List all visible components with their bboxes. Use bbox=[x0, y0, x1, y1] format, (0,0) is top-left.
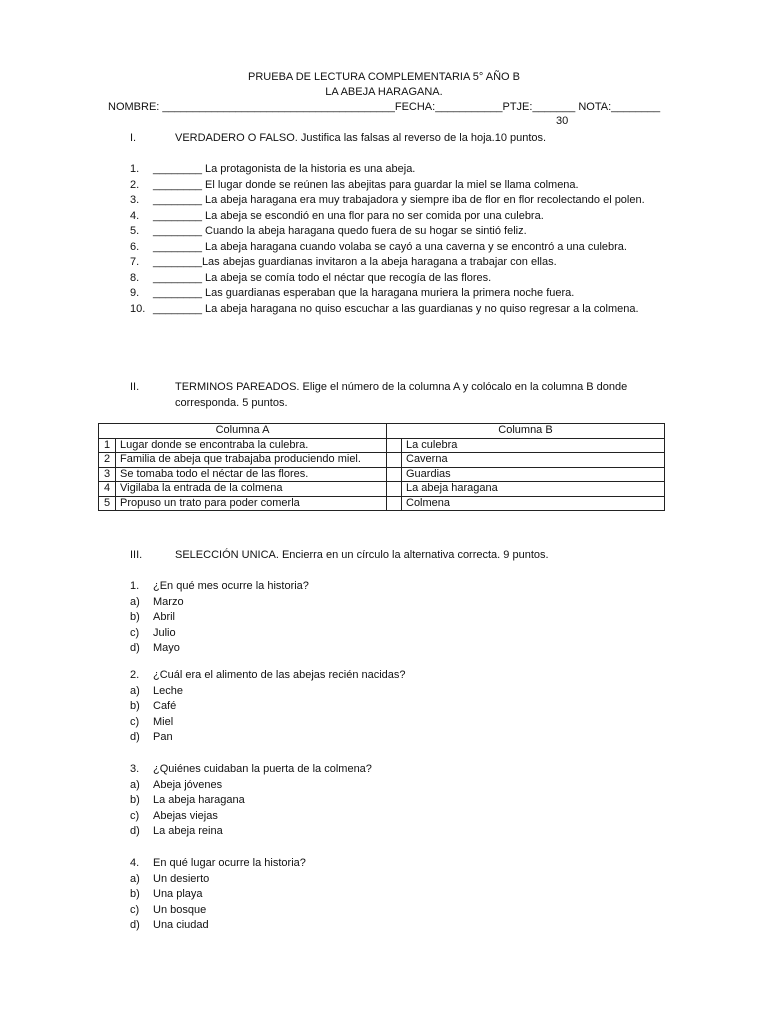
section-1-instructions: VERDADERO O FALSO. Justifica las falsas al reverso de la hoja.10 puntos. bbox=[175, 132, 547, 144]
list-item: 5. ________ Cuando la abeja haragana quedo fuera de su hogar se sintió feliz. bbox=[130, 225, 527, 237]
answer-cell[interactable] bbox=[387, 453, 402, 468]
list-item: 4. ________ La abeja se escondió en una flor para no ser comida por una culebra. bbox=[130, 209, 544, 222]
answer-option[interactable]: a) Leche bbox=[130, 684, 183, 697]
table-row: 4 Vigilaba la entrada de la colmena La abeja haragana bbox=[99, 482, 665, 497]
column-a-header: Columna A bbox=[99, 424, 387, 439]
list-item: 9. ________ Las guardianas esperaban que la haragana muriera la primera noche fuera. bbox=[130, 287, 575, 299]
answer-option[interactable]: c) Un bosque bbox=[130, 903, 207, 916]
answer-option[interactable]: b) Una playa bbox=[130, 888, 203, 900]
answer-cell[interactable] bbox=[387, 482, 402, 497]
list-item: 2. ________ El lugar donde se reúnen las abejitas para guardar la miel se llama colmena. bbox=[130, 178, 579, 191]
question-2 bbox=[130, 668, 630, 746]
answer-option[interactable]: b) La abeja haragana bbox=[130, 794, 245, 806]
answer-option[interactable]: d) Mayo bbox=[130, 642, 180, 654]
answer-cell[interactable] bbox=[387, 438, 402, 453]
matching-table bbox=[98, 423, 665, 511]
answer-option[interactable]: b) Abril bbox=[130, 611, 176, 623]
table-row: 1 Lugar donde se encontraba la culebra. La culebra bbox=[99, 438, 665, 453]
question-text: 1. ¿En qué mes ocurre la historia? bbox=[130, 580, 309, 592]
section-3-instructions: SELECCIÓN UNICA. Encierra en un círculo la alternativa correcta. 9 puntos. bbox=[175, 549, 549, 561]
answer-option[interactable]: b) Café bbox=[130, 700, 177, 712]
table-row: 2 Familia de abeja que trabajaba produciendo miel. Caverna bbox=[99, 453, 665, 468]
question-text: 4. En qué lugar ocurre la historia? bbox=[130, 857, 306, 869]
table-row: 3 Se tomaba todo el néctar de las flores. Guardias bbox=[99, 467, 665, 482]
section-2-number: II. bbox=[130, 381, 140, 393]
section-1-number: I. bbox=[130, 132, 137, 144]
page-title: PRUEBA DE LECTURA COMPLEMENTARIA 5° AÑO B bbox=[248, 71, 520, 83]
answer-option[interactable]: a) Un desierto bbox=[130, 872, 210, 885]
answer-cell[interactable] bbox=[387, 467, 402, 482]
true-false-list bbox=[130, 162, 670, 317]
list-item: 1. ________ La protagonista de la historia es una abeja. bbox=[130, 163, 416, 175]
question-4 bbox=[130, 856, 630, 934]
column-b-header: Columna B bbox=[387, 424, 665, 439]
answer-cell[interactable] bbox=[387, 496, 402, 511]
question-text: 2. ¿Cuál era el alimento de las abejas recién nacidas? bbox=[130, 669, 406, 681]
list-item: 3. ________ La abeja haragana era muy trabajadora y siempre iba de flor en flor recolectando el polen. bbox=[130, 194, 645, 206]
student-fields-line: NOMBRE: ______________________________________FECHA:___________PTJE:_______ NOTA:________ bbox=[108, 101, 661, 113]
list-item: 6. ________ La abeja haragana cuando volaba se cayó a una caverna y se encontró a una culebra. bbox=[130, 240, 627, 253]
answer-option[interactable]: a) Marzo bbox=[130, 595, 184, 608]
question-3 bbox=[130, 762, 630, 840]
table-header-row bbox=[99, 424, 665, 439]
question-text: 3. ¿Quiénes cuidaban la puerta de la colmena? bbox=[130, 763, 372, 775]
list-item: 8. ________ La abeja se comía todo el néctar que recogía de las flores. bbox=[130, 271, 492, 284]
answer-option[interactable]: d) La abeja reina bbox=[130, 825, 223, 837]
section-3-number: III. bbox=[130, 549, 143, 561]
answer-option[interactable]: d) Pan bbox=[130, 731, 173, 743]
answer-option[interactable]: c) Miel bbox=[130, 715, 174, 728]
answer-option[interactable]: c) Julio bbox=[130, 626, 176, 639]
answer-option[interactable]: a) Abeja jóvenes bbox=[130, 778, 223, 791]
list-item: 10. ________ La abeja haragana no quiso escuchar a las guardianas y no quiso regresar a la colmena. bbox=[130, 302, 639, 315]
question-1 bbox=[130, 579, 630, 657]
section-2-instructions: TERMINOS PAREADOS. Elige el número de la columna A y colócalo en la columna B donde corresponda. 5 puntos. bbox=[175, 381, 628, 409]
answer-option[interactable]: c) Abejas viejas bbox=[130, 809, 218, 822]
total-points: 30 bbox=[556, 115, 569, 127]
table-row: 5 Propuso un trato para poder comerla Colmena bbox=[99, 496, 665, 511]
list-item: 7. ________Las abejas guardianas invitaron a la abeja haragana a trabajar con ellas. bbox=[130, 256, 557, 268]
answer-option[interactable]: d) Una ciudad bbox=[130, 919, 209, 931]
page-subtitle: LA ABEJA HARAGANA. bbox=[325, 86, 443, 98]
